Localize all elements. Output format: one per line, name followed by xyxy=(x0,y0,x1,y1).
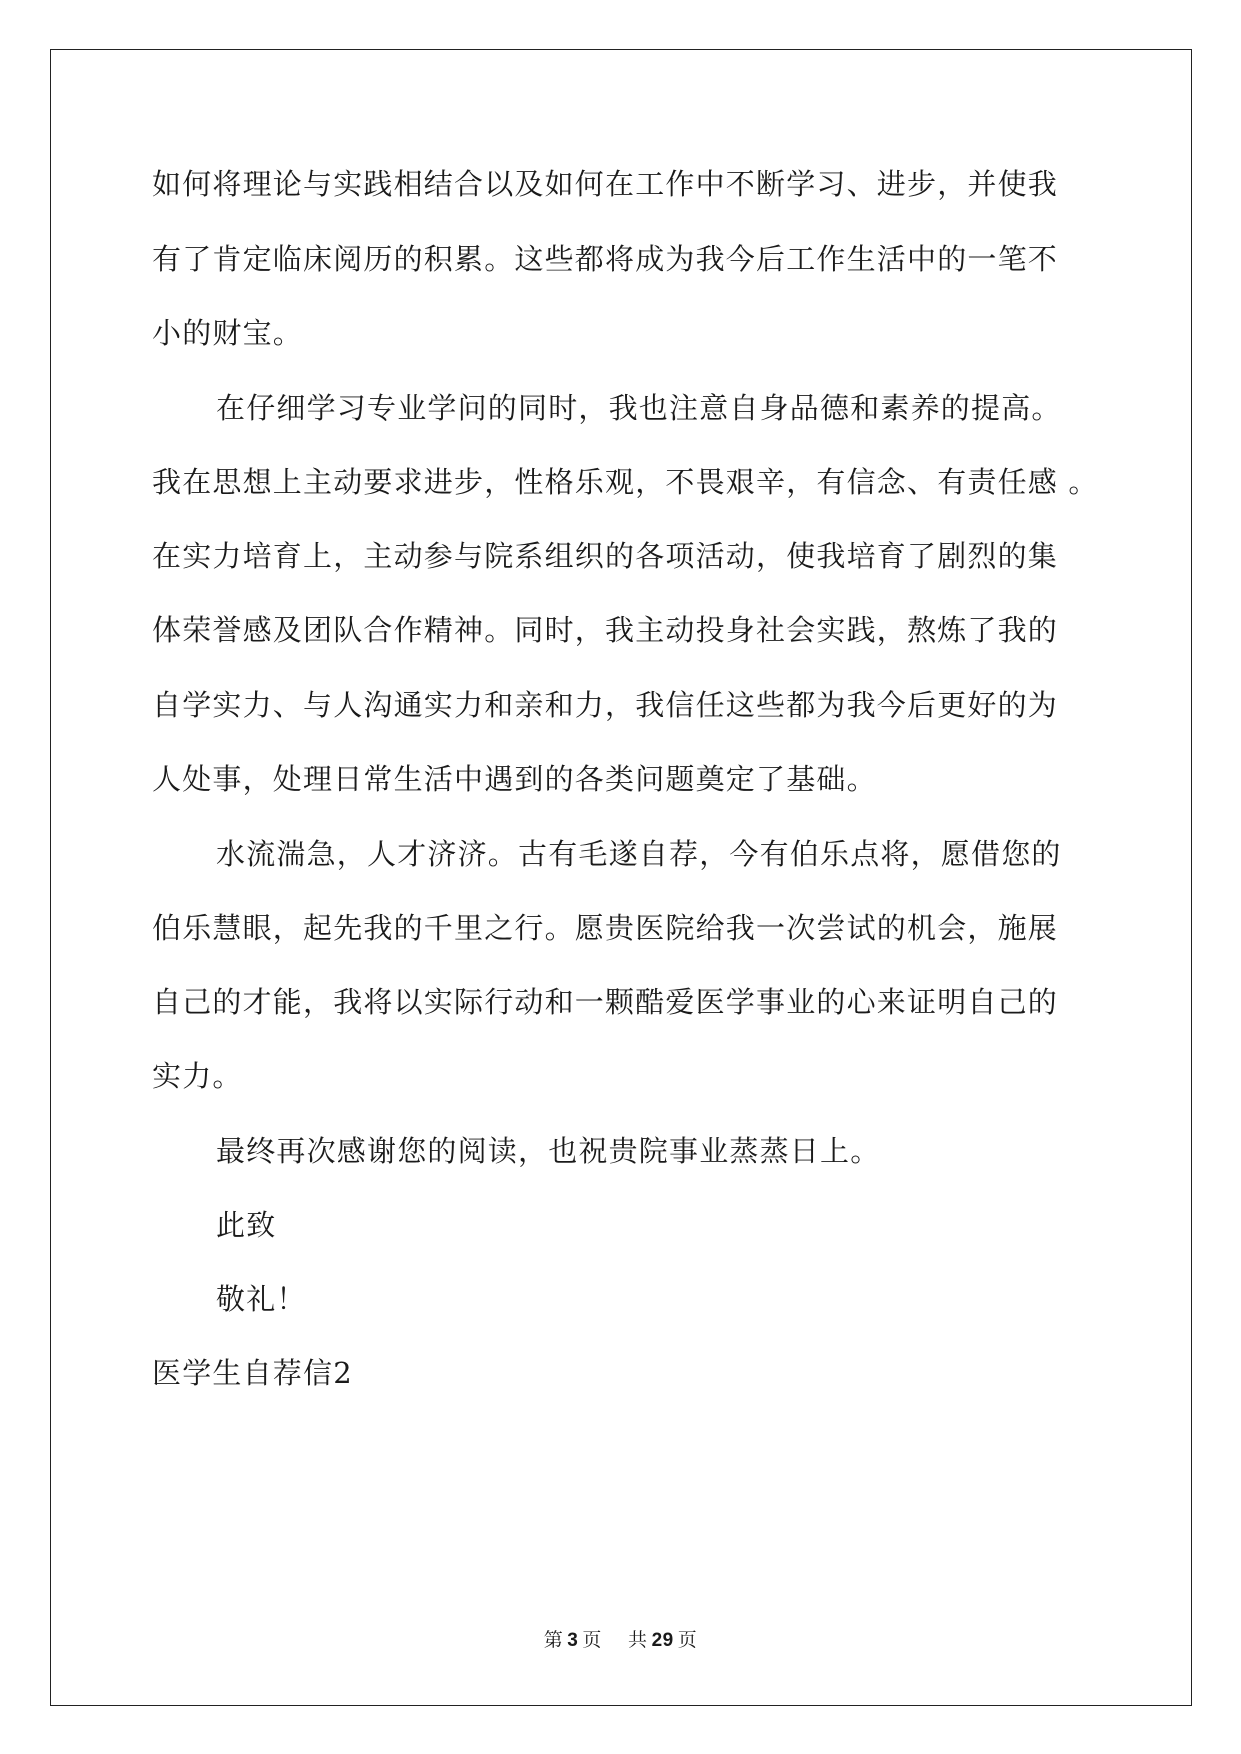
page-border xyxy=(50,49,1192,1706)
page-number: 3 xyxy=(567,1630,579,1651)
page-footer xyxy=(0,1625,1241,1652)
section-heading: 医学生自荐信2 xyxy=(152,1356,353,1390)
total-suffix: 页 xyxy=(677,1629,698,1651)
paragraph-start-line: 水流湍急，人才济济。古有毛遂自荐，今有伯乐点将，愿借您的 xyxy=(216,837,1062,871)
body-line: 我在思想上主动要求进步，性格乐观，不畏艰辛，有信念、有责任感 。 xyxy=(152,465,1099,499)
salutation-line: 敬礼！ xyxy=(216,1282,307,1316)
page-suffix: 页 xyxy=(582,1629,602,1651)
body-line: 伯乐慧眼，起先我的千里之行。愿贵医院给我一次尝试的机会，施展 xyxy=(152,911,1059,945)
body-line: 小的财宝。 xyxy=(152,316,304,350)
salutation-line: 此致 xyxy=(216,1208,277,1242)
total-prefix: 共 xyxy=(628,1629,648,1651)
body-line: 在实力培育上，主动参与院系组织的各项活动，使我培育了剧烈的集 xyxy=(152,539,1059,573)
body-line: 自学实力、与人沟通实力和亲和力，我信任这些都为我今后更好的为 xyxy=(152,688,1059,722)
body-line: 体荣誉感及团队合作精神。同时，我主动投身社会实践，熬炼了我的 xyxy=(152,613,1059,647)
total-pages: 29 xyxy=(651,1630,674,1651)
body-line: 如何将理论与实践相结合以及如何在工作中不断学习、进步，并使我 xyxy=(152,167,1059,201)
paragraph-start-line: 在仔细学习专业学问的同时，我也注意自身品德和素养的提高。 xyxy=(216,391,1062,425)
closing-line: 最终再次感谢您的阅读，也祝贵院事业蒸蒸日上。 xyxy=(216,1134,881,1168)
body-line: 实力。 xyxy=(152,1059,243,1093)
page-prefix: 第 xyxy=(543,1629,564,1651)
body-line: 自己的才能，我将以实际行动和一颗酷爱医学事业的心来证明自己的 xyxy=(152,985,1059,1019)
body-line: 有了肯定临床阅历的积累。这些都将成为我今后工作生活中的一笔不 xyxy=(152,242,1059,276)
body-line: 人处事，处理日常生活中遇到的各类问题奠定了基础。 xyxy=(152,762,877,796)
